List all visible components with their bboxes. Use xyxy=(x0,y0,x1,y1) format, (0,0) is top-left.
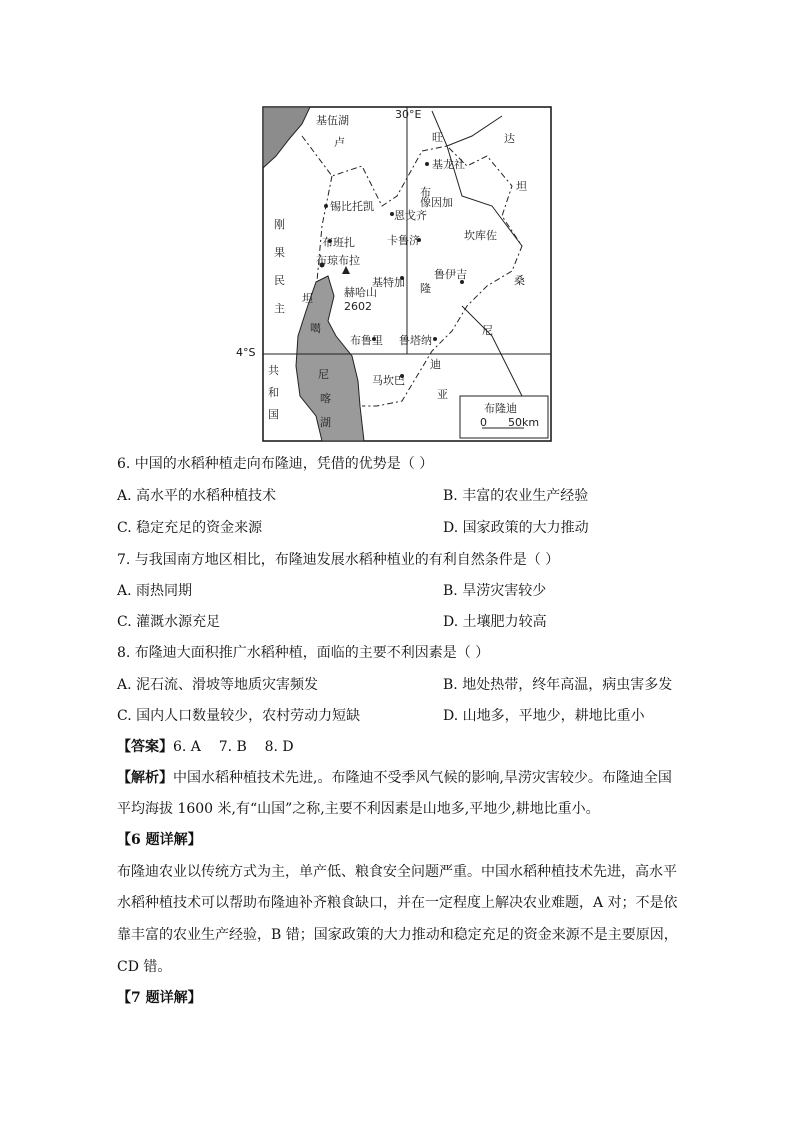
svg-text:30°E: 30°E xyxy=(395,108,422,121)
svg-text:坦: 坦 xyxy=(302,292,313,305)
svg-text:布隆迪: 布隆迪 xyxy=(484,402,517,415)
q8-option-b: B. 地处热带，终年高温，病虫害多发 xyxy=(443,677,673,693)
svg-text:刚: 刚 xyxy=(274,218,285,231)
svg-text:布鲁里: 布鲁里 xyxy=(350,334,383,347)
svg-text:噶: 噶 xyxy=(310,322,321,335)
answer-text: 6. A 7. B 8. D xyxy=(173,739,294,755)
q6-option-a: A. 高水平的水稻种植技术 xyxy=(117,488,277,504)
svg-text:和: 和 xyxy=(268,386,279,399)
svg-text:鲁伊吉: 鲁伊吉 xyxy=(434,268,467,281)
q6-option-b: B. 丰富的农业生产经验 xyxy=(443,488,589,504)
q8-option-a: A. 泥石流、滑坡等地质灾害频发 xyxy=(117,677,319,693)
analysis-line-2: 平均海拔 1600 米,有“山国”之称,主要不利因素是山地多,平地少,耕地比重小。 xyxy=(117,801,600,817)
svg-text:旺: 旺 xyxy=(432,131,443,144)
svg-text:亚: 亚 xyxy=(437,388,448,401)
q6-option-c: C. 稳定充足的资金来源 xyxy=(117,520,263,536)
svg-text:果: 果 xyxy=(274,246,285,259)
svg-text:布: 布 xyxy=(420,186,431,199)
svg-text:布琼布拉: 布琼布拉 xyxy=(316,254,360,267)
svg-text:尼: 尼 xyxy=(482,324,493,337)
svg-text:锡比托凯: 锡比托凯 xyxy=(330,200,374,213)
svg-text:卡鲁济: 卡鲁济 xyxy=(387,234,420,247)
svg-text:达: 达 xyxy=(504,132,515,145)
map-svg xyxy=(262,106,552,442)
svg-text:坦: 坦 xyxy=(516,180,527,193)
svg-text:基伍湖: 基伍湖 xyxy=(316,114,349,127)
svg-text:基龙社: 基龙社 xyxy=(432,158,465,171)
detail6-line-1: 布隆迪农业以传统方式为主，单产低、粮食安全问题严重。中国水稻种植技术先进，高水平 xyxy=(117,864,677,880)
q7-option-c: C. 灌溉水源充足 xyxy=(117,614,221,630)
svg-text:布班扎: 布班扎 xyxy=(322,236,355,249)
svg-text:迪: 迪 xyxy=(430,358,441,371)
svg-text:湖: 湖 xyxy=(320,416,331,429)
q8-option-c: C. 国内人口数量较少，农村劳动力短缺 xyxy=(117,708,361,724)
answer-label: 【答案】 xyxy=(117,739,173,755)
answer-line xyxy=(117,737,294,757)
svg-text:主: 主 xyxy=(274,302,285,315)
q8-option-d: D. 山地多，平地少，耕地比重小 xyxy=(443,708,645,724)
detail6-line-4: CD 错。 xyxy=(117,959,172,975)
detail7-heading: 【7 题详解】 xyxy=(117,990,202,1006)
svg-text:喀: 喀 xyxy=(320,392,331,405)
q6-option-d: D. 国家政策的大力推动 xyxy=(443,520,589,536)
q7-stem: 7. 与我国南方地区相比，布隆迪发展水稻种植业的有利自然条件是（ ） xyxy=(117,552,560,568)
detail6-line-3: 靠丰富的农业生产经验，B 错；国家政策的大力推动和稳定充足的资金来源不是主要原因， xyxy=(117,927,678,943)
svg-text:2602: 2602 xyxy=(344,300,372,313)
detail6-line-2: 水稻种植技术可以帮助布隆迪补齐粮食缺口，并在一定程度上解决农业难题，A 对；不是依 xyxy=(117,895,678,911)
svg-text:赫哈山: 赫哈山 xyxy=(344,286,377,299)
q7-option-d: D. 土壤肥力较高 xyxy=(443,614,547,630)
svg-text:马坎巴: 马坎巴 xyxy=(372,374,405,387)
q7-option-b: B. 旱涝灾害较少 xyxy=(443,583,547,599)
svg-text:基特加: 基特加 xyxy=(372,276,405,289)
svg-text:桑: 桑 xyxy=(514,274,525,287)
svg-text:尼: 尼 xyxy=(318,368,329,381)
svg-text:民: 民 xyxy=(274,274,285,287)
map-latitude-label: 4°S xyxy=(236,346,256,359)
q7-option-a: A. 雨热同期 xyxy=(117,583,193,599)
svg-text:鲁塔纳: 鲁塔纳 xyxy=(399,334,432,347)
q8-stem: 8. 布隆迪大面积推广水稻种植，面临的主要不利因素是（ ） xyxy=(117,645,490,661)
burundi-map xyxy=(262,106,552,442)
svg-text:50km: 50km xyxy=(508,416,540,429)
analysis-label: 【解析】 xyxy=(117,770,173,786)
svg-text:卢: 卢 xyxy=(334,136,345,149)
svg-text:像因加: 像因加 xyxy=(420,196,453,209)
svg-text:共: 共 xyxy=(268,364,279,377)
analysis-line-1 xyxy=(117,768,672,788)
svg-text:坎库佐: 坎库佐 xyxy=(464,229,497,242)
svg-text:恩戈齐: 恩戈齐 xyxy=(394,209,427,222)
svg-text:隆: 隆 xyxy=(420,282,431,295)
detail6-heading: 【6 题详解】 xyxy=(117,832,202,848)
q6-stem: 6. 中国的水稻种植走向布隆迪，凭借的优势是（ ） xyxy=(117,456,434,472)
svg-text:0: 0 xyxy=(480,416,487,429)
svg-text:国: 国 xyxy=(268,408,279,421)
analysis-text-1: 中国水稻种植技术先进,。布隆迪不受季风气候的影响,旱涝灾害较少。布隆迪全国 xyxy=(173,770,672,786)
